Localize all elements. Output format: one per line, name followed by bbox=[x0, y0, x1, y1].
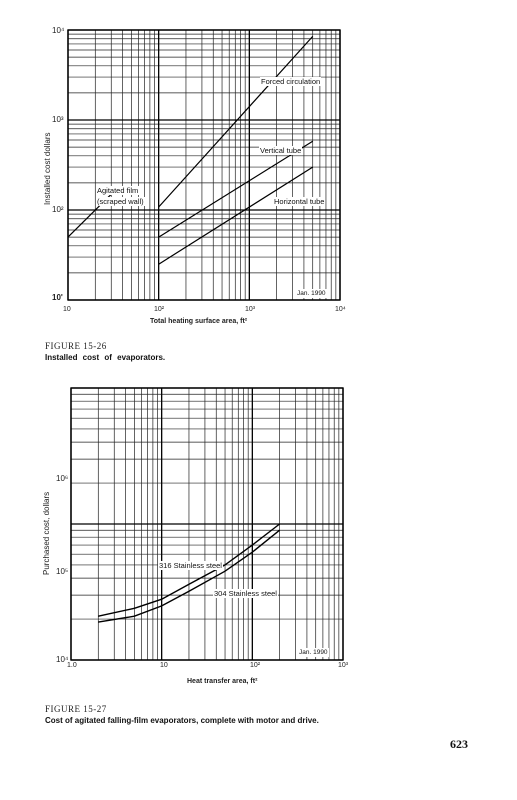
page-number: 623 bbox=[450, 737, 468, 751]
fig1-label-date: Jan. 1990 bbox=[297, 290, 326, 297]
fig2-xtick-100: 10² bbox=[250, 662, 261, 669]
fig1-label-agitated-film: Agitated film bbox=[97, 186, 139, 195]
fig2-ytick-10-5: 10⁵ bbox=[56, 567, 69, 576]
fig2-xtick-1: 1.0 bbox=[67, 662, 77, 669]
fig1-label-scraped-wall: (scraped wall) bbox=[97, 197, 144, 206]
fig2-label-date: Jan. 1990 bbox=[299, 649, 328, 656]
fig1-y-axis-label: Installed cost dollars bbox=[43, 132, 52, 205]
fig2-ytick-10-6: 10⁶ bbox=[56, 474, 69, 483]
fig1-xtick-10000: 10⁴ bbox=[335, 306, 346, 313]
fig1-ytick-10-3: 10³ bbox=[52, 115, 64, 124]
fig1-xtick-1000: 10³ bbox=[245, 306, 256, 313]
fig2-ytick-10-4: 10⁴ bbox=[56, 655, 69, 664]
fig1-caption: Installed cost of evaporators. bbox=[45, 353, 166, 362]
fig2-label-304-stainless: 304 Stainless steel bbox=[214, 589, 277, 598]
fig1-label-forced-circulation: Forced circulation bbox=[261, 77, 321, 86]
fig1-ytick-10-1: 10' bbox=[52, 293, 63, 302]
fig1-xtick-10: 10 bbox=[63, 306, 71, 313]
fig2-number: FIGURE 15-27 bbox=[45, 704, 107, 714]
fig2-y-axis-label: Purchased cost, dollars bbox=[42, 491, 51, 575]
fig2-caption: Cost of agitated falling-film evaporators, complete with motor and drive. bbox=[45, 716, 319, 725]
fig1-number: FIGURE 15-26 bbox=[45, 341, 107, 351]
fig1-label-horizontal-tube: Horizontal tube bbox=[274, 197, 325, 206]
fig2-label-316-stainless: 316 Stainless steel bbox=[159, 561, 222, 570]
fig2-xtick-10: 10 bbox=[160, 662, 168, 669]
fig1-ytick-10-4: 10⁴ bbox=[52, 26, 65, 35]
fig1-x-axis-label: Total heating surface area, ft² bbox=[150, 318, 248, 325]
fig2-x-axis-label: Heat transfer area, ft² bbox=[187, 678, 258, 685]
fig1-xtick-100: 10² bbox=[154, 306, 165, 313]
fig1-ytick-10-2: 10² bbox=[52, 205, 64, 214]
fig2-xtick-1000: 10³ bbox=[338, 662, 349, 669]
plot-frame bbox=[68, 30, 340, 300]
fig1-label-vertical-tube: Vertical tube bbox=[260, 146, 302, 155]
